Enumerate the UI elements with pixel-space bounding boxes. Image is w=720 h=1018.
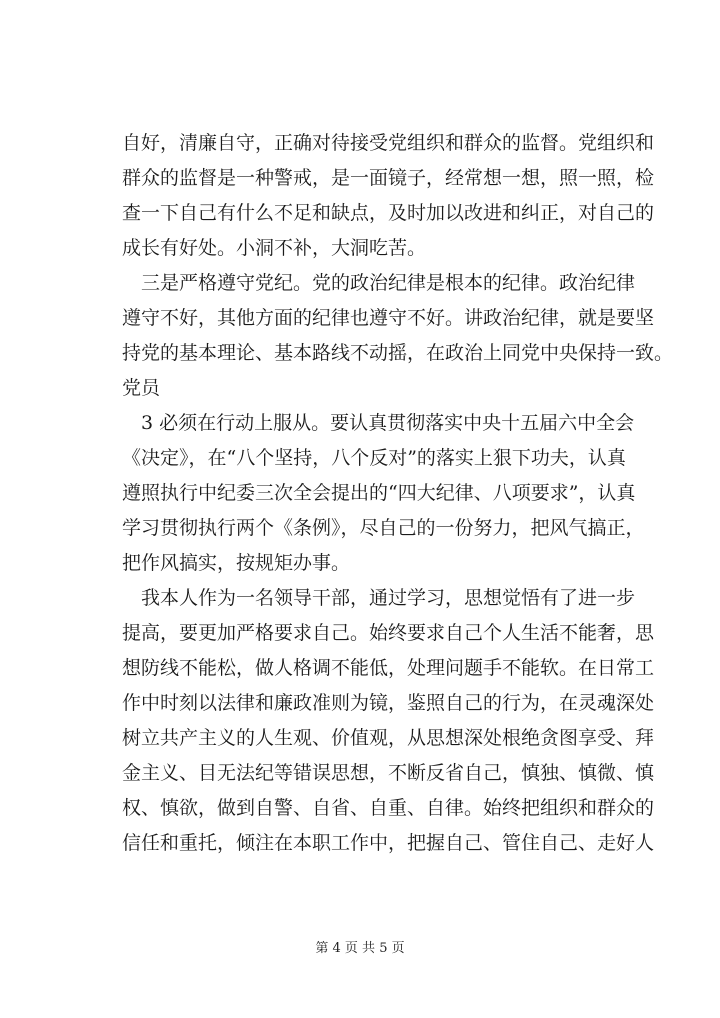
text-line: 树立共产主义的人生观、价值观，从思想深处根绝贪图享受、拜 xyxy=(122,727,655,749)
page-footer xyxy=(0,937,720,956)
text-line: 金主义、目无法纪等错误思想，不断反省自己，慎独、慎微、慎 xyxy=(122,762,655,784)
page-number: 第 4 页 共 5 页 xyxy=(315,941,405,956)
text-line: 信任和重托，倾注在本职工作中，把握自己、管住自己、走好人 xyxy=(122,832,655,854)
text-line: 《决定》，在“八个坚持，八个反对”的落实上狠下功夫，认真 xyxy=(122,447,626,469)
text-line: 提高，要更加严格要求自己。始终要求自己个人生活不能奢，思 xyxy=(122,622,655,644)
text-line: 权、慎欲，做到自警、自省、自重、自律。始终把组织和群众的 xyxy=(122,797,655,819)
text-line: 把作风搞实，按规矩办事。 xyxy=(122,552,351,574)
paragraph-first-line: 我本人作为一名领导干部，通过学习，思想觉悟有了进一步 xyxy=(141,587,636,609)
text-line: 遵照执行中纪委三次全会提出的“四大纪律、八项要求”，认真 xyxy=(122,482,636,504)
text-line: 群众的监督是一种警戒，是一面镜子，经常想一想，照一照，检 xyxy=(122,167,655,189)
text-line: 学习贯彻执行两个《条例》，尽自己的一份努力，把风气搞正， xyxy=(122,517,645,539)
paragraph-first-line: 3 必须在行动上服从。要认真贯彻落实中央十五届六中全会 xyxy=(141,412,635,434)
text-line: 想防线不能松，做人格调不能低，处理问题手不能软。在日常工 xyxy=(122,657,655,679)
text-line: 查一下自己有什么不足和缺点，及时加以改进和纠正，对自己的 xyxy=(122,202,655,224)
body-text xyxy=(122,126,674,861)
paragraph-first-line: 三是严格遵守党纪。党的政治纪律是根本的纪律。政治纪律 xyxy=(141,272,636,294)
text-line: 成长有好处。小洞不补，大洞吃苦。 xyxy=(122,237,427,259)
text-line: 遵守不好，其他方面的纪律也遵守不好。讲政治纪律，就是要坚 xyxy=(122,307,655,329)
text-line: 作中时刻以法律和廉政准则为镜，鉴照自己的行为，在灵魂深处 xyxy=(122,692,655,714)
text-line: 自好，清廉自守，正确对待接受党组织和群众的监督。党组织和 xyxy=(122,132,655,154)
text-line: 党员 xyxy=(122,377,161,399)
text-line: 持党的基本理论、基本路线不动摇，在政治上同党中央保持一致。 xyxy=(122,342,674,364)
